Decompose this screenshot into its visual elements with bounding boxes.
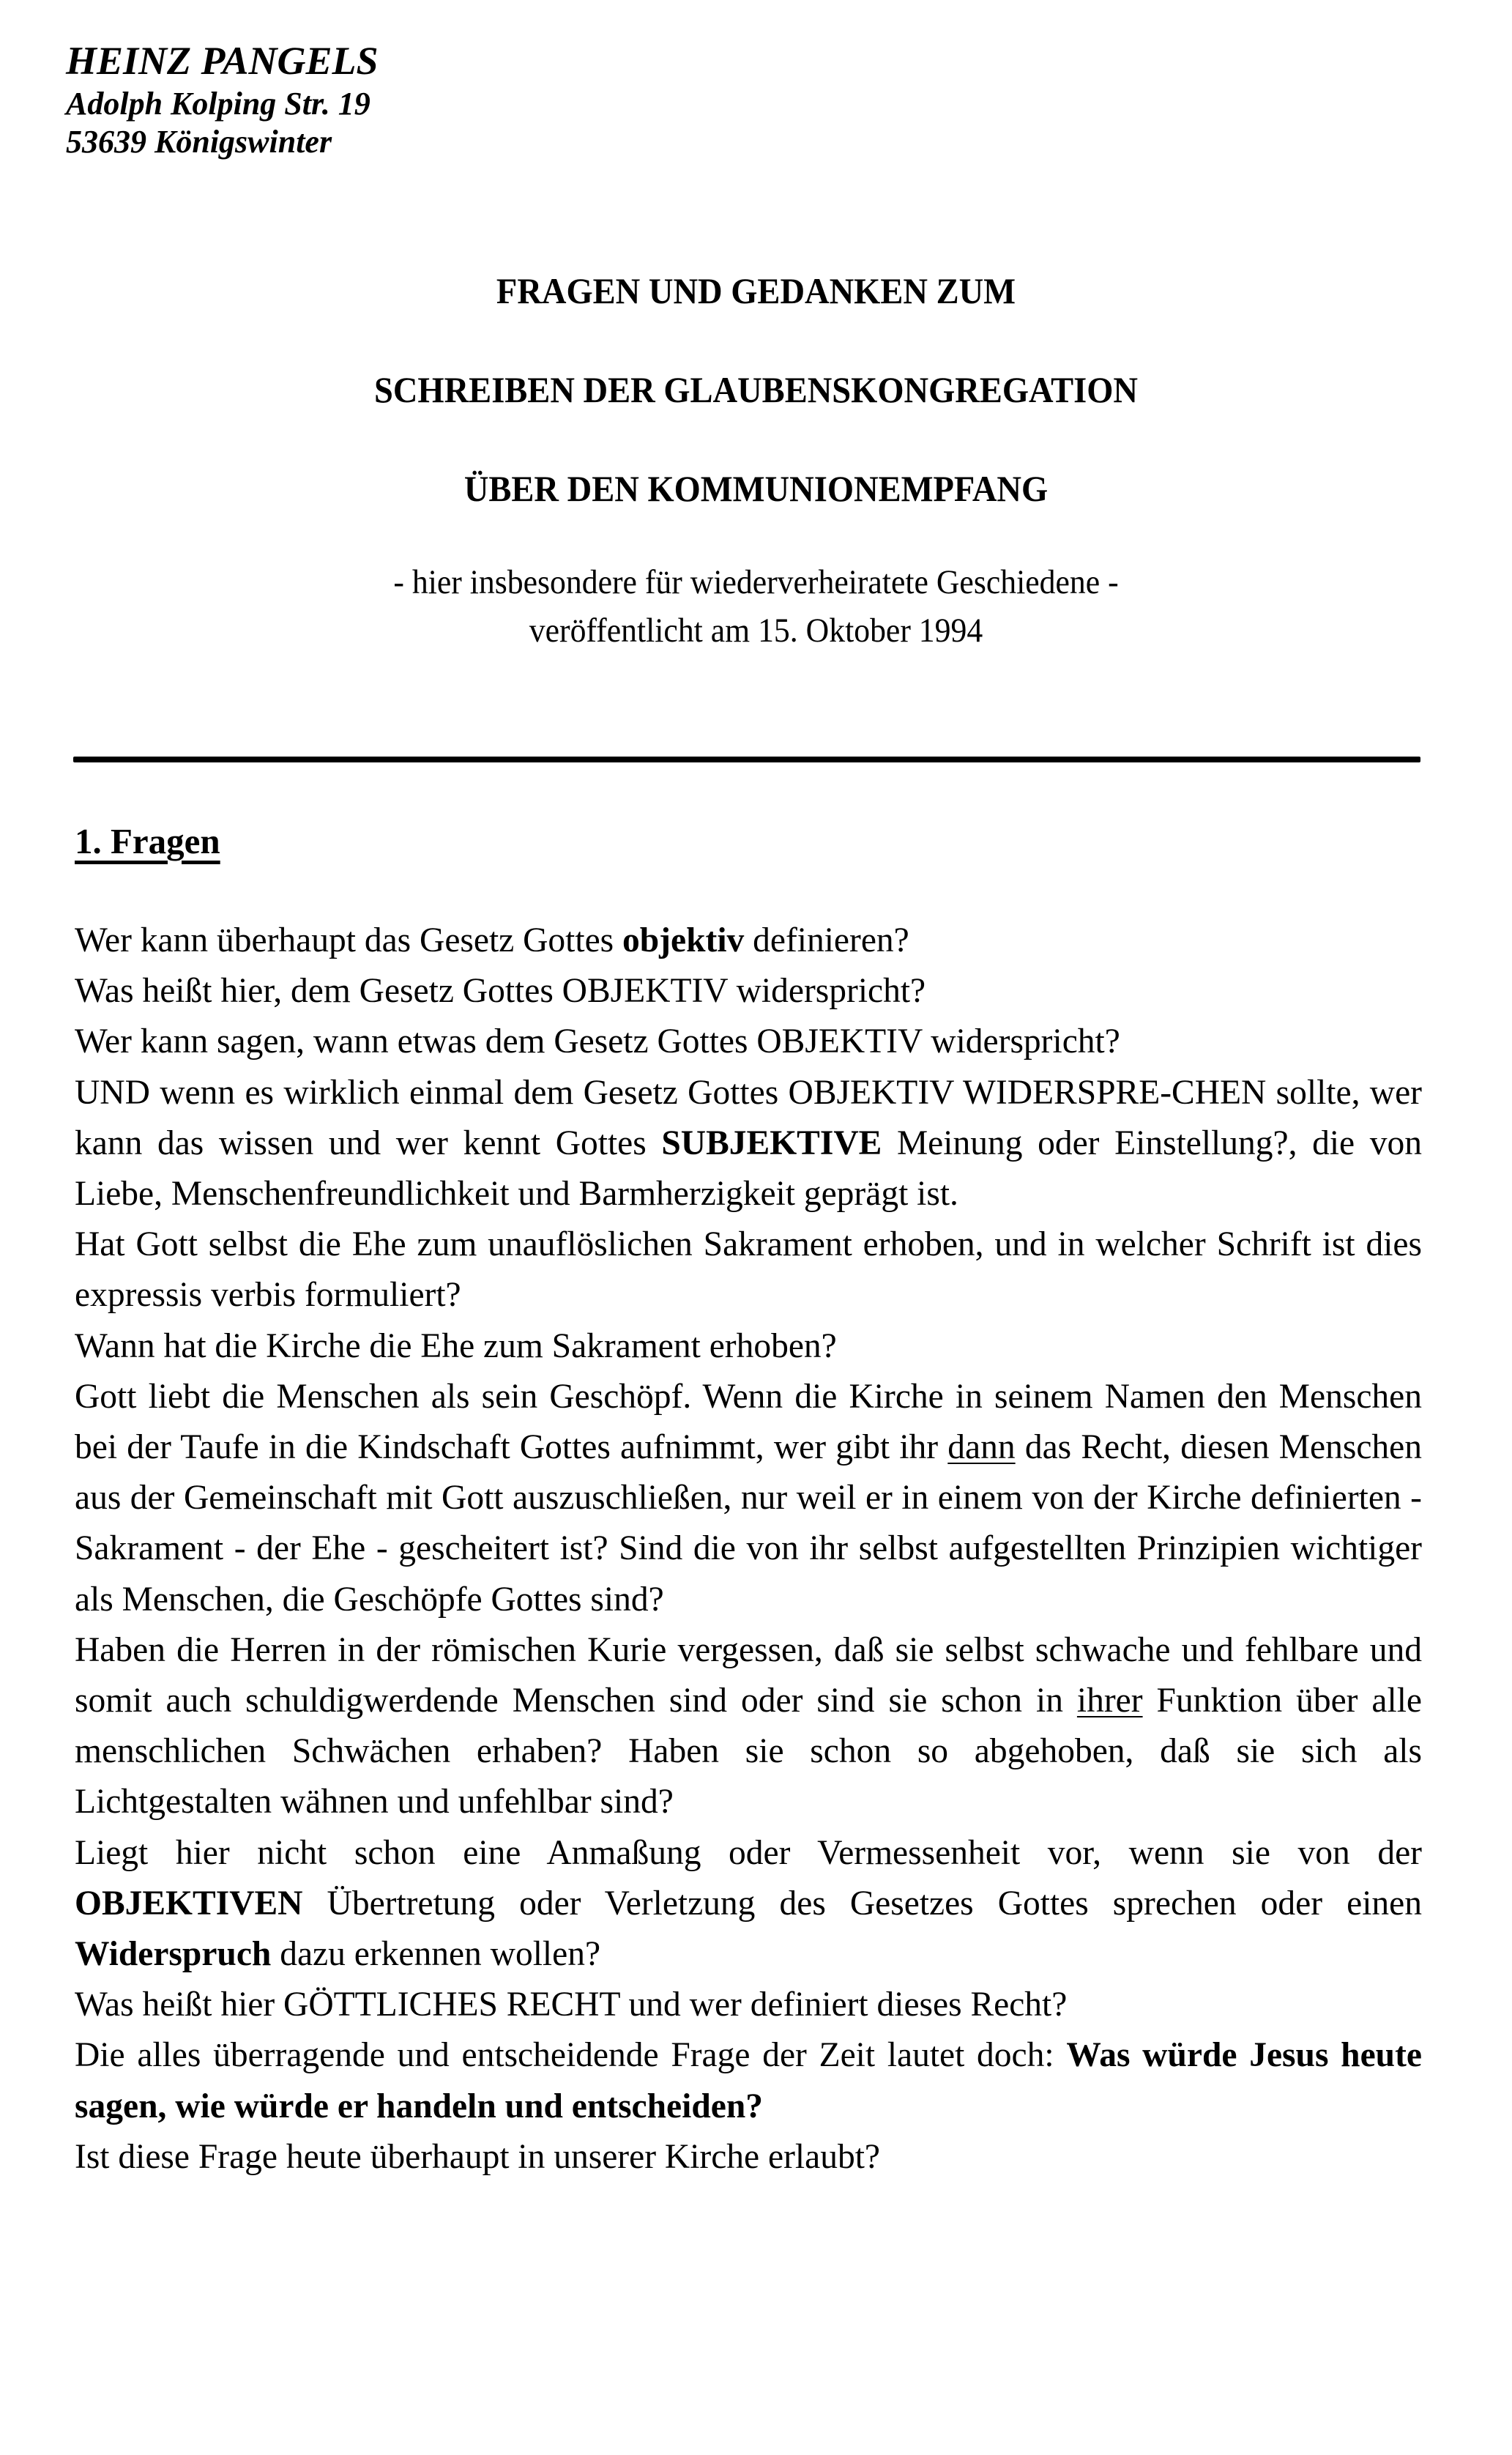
paragraph-text: definieren? <box>744 921 909 959</box>
paragraph-text: Hat Gott selbst die Ehe zum unauflöslichen Sakrament erhoben, und in welcher Schrift ist dies expressis verbis formuliert? <box>75 1225 1422 1315</box>
question-paragraph <box>75 1321 1422 1372</box>
question-paragraph <box>75 1980 1422 2030</box>
section-heading: 1. Fragen <box>75 821 220 861</box>
paragraph-text: Haben die Herren in der römischen Kurie vergessen, daß sie selbst schwache und fehlbare und somit auch schuldigwerdende Menschen sind oder sind sie schon in <box>75 1630 1422 1720</box>
question-paragraph <box>75 1219 1422 1321</box>
question-paragraph <box>75 915 1422 966</box>
horizontal-divider <box>73 757 1420 762</box>
paragraph-text: Meinung oder Einstellung?, die von Liebe, Menschenfreundlichkeit und Barmherzigkeit geprägt ist. <box>75 1123 1422 1214</box>
paragraph-text: Die alles überragende und entscheidende Frage der Zeit lautet doch: <box>75 2036 1067 2075</box>
paragraph-text: Wer kann überhaupt das Gesetz Gottes <box>75 921 623 959</box>
sender-street: Adolph Kolping Str. 19 <box>66 85 370 122</box>
question-paragraph <box>75 1372 1422 1625</box>
sender-name: HEINZ PANGELS <box>66 39 379 83</box>
emphasis-text: objektiv <box>622 921 745 959</box>
emphasis-text: Was würde Jesus heute sagen, wie würde er handeln und entscheiden? <box>75 2036 1422 2125</box>
title-line-2: SCHREIBEN DER GLAUBENSKONGREGATION <box>373 369 1138 410</box>
paragraph-text: Funktion über alle menschlichen Schwächen erhaben? Haben sie schon so abgehoben, daß sie sich als Lichtgestalten wähnen und unfehlbar sind? <box>75 1682 1422 1821</box>
paragraph-text: dann <box>947 1428 1016 1467</box>
paragraph-text: das Recht, diesen Menschen aus der Gemeinschaft mit Gott auszuschließen, nur weil er in einem von der Kirche definierten - Sakrament - der Ehe - gescheitert ist? Sind die von ihr selbst aufgestellten Prinzipien wichtiger als Menschen, die Geschöpfe Gottes sind? <box>75 1428 1422 1619</box>
emphasis-text: Widerspruch <box>75 1935 272 1974</box>
paragraph-text: dazu erkennen wollen? <box>271 1935 601 1974</box>
sender-address-block <box>66 38 379 161</box>
question-paragraph <box>75 1068 1422 1220</box>
title-line-1: FRAGEN UND GEDANKEN ZUM <box>496 270 1016 311</box>
paragraph-text: Gott liebt die Menschen als sein Geschöpf. Wenn die Kirche in seinem Namen den Menschen bei der Taufe in die Kindschaft Gottes aufnimmt, wer gibt ihr <box>75 1377 1422 1467</box>
paragraph-text: ihrer <box>1076 1682 1143 1720</box>
paragraph-text: Übertretung oder Verletzung des Gesetzes Gottes sprechen oder einen <box>302 1884 1422 1923</box>
question-paragraph <box>75 1625 1422 1828</box>
paragraph-text: Liegt hier nicht schon eine Anmaßung oder Vermessenheit vor, wenn sie von der <box>75 1833 1422 1872</box>
question-paragraph <box>75 2030 1422 2131</box>
paragraph-text: Was heißt hier GÖTTLICHES RECHT und wer definiert dieses Recht? <box>75 1986 1068 2024</box>
section-body <box>75 915 1422 2183</box>
subtitle-line-1: - hier insbesondere für wiederverheiratete Geschiedene - <box>393 563 1119 601</box>
paragraph-text: Was heißt hier, dem Gesetz Gottes OBJEKTIV widerspricht? <box>75 972 926 1011</box>
paragraph-text: UND wenn es wirklich einmal dem Gesetz Gottes OBJEKTIV WIDERSPRE-CHEN sollte, wer kann das wissen und wer kennt Gottes <box>75 1073 1422 1162</box>
title-line-3: ÜBER DEN KOMMUNIONEMPFANG <box>463 468 1049 509</box>
subtitle-line-2: veröffentlicht am 15. Oktober 1994 <box>529 612 983 650</box>
paragraph-text: Ist diese Frage heute überhaupt in unserer Kirche erlaubt? <box>75 2137 880 2176</box>
question-paragraph <box>75 2132 1422 2183</box>
emphasis-text: SUBJEKTIVE <box>661 1123 882 1162</box>
document-subtitle <box>53 558 1459 655</box>
question-paragraph <box>75 966 1422 1017</box>
question-paragraph <box>75 1017 1422 1067</box>
question-paragraph <box>75 1828 1422 1980</box>
document-title <box>0 272 1512 507</box>
emphasis-text: OBJEKTIVEN <box>75 1884 303 1923</box>
sender-city: 53639 Königswinter <box>66 123 332 160</box>
paragraph-text: Wann hat die Kirche die Ehe zum Sakrament erhoben? <box>75 1326 837 1365</box>
paragraph-text: Wer kann sagen, wann etwas dem Gesetz Gottes OBJEKTIV widerspricht? <box>75 1022 1120 1061</box>
